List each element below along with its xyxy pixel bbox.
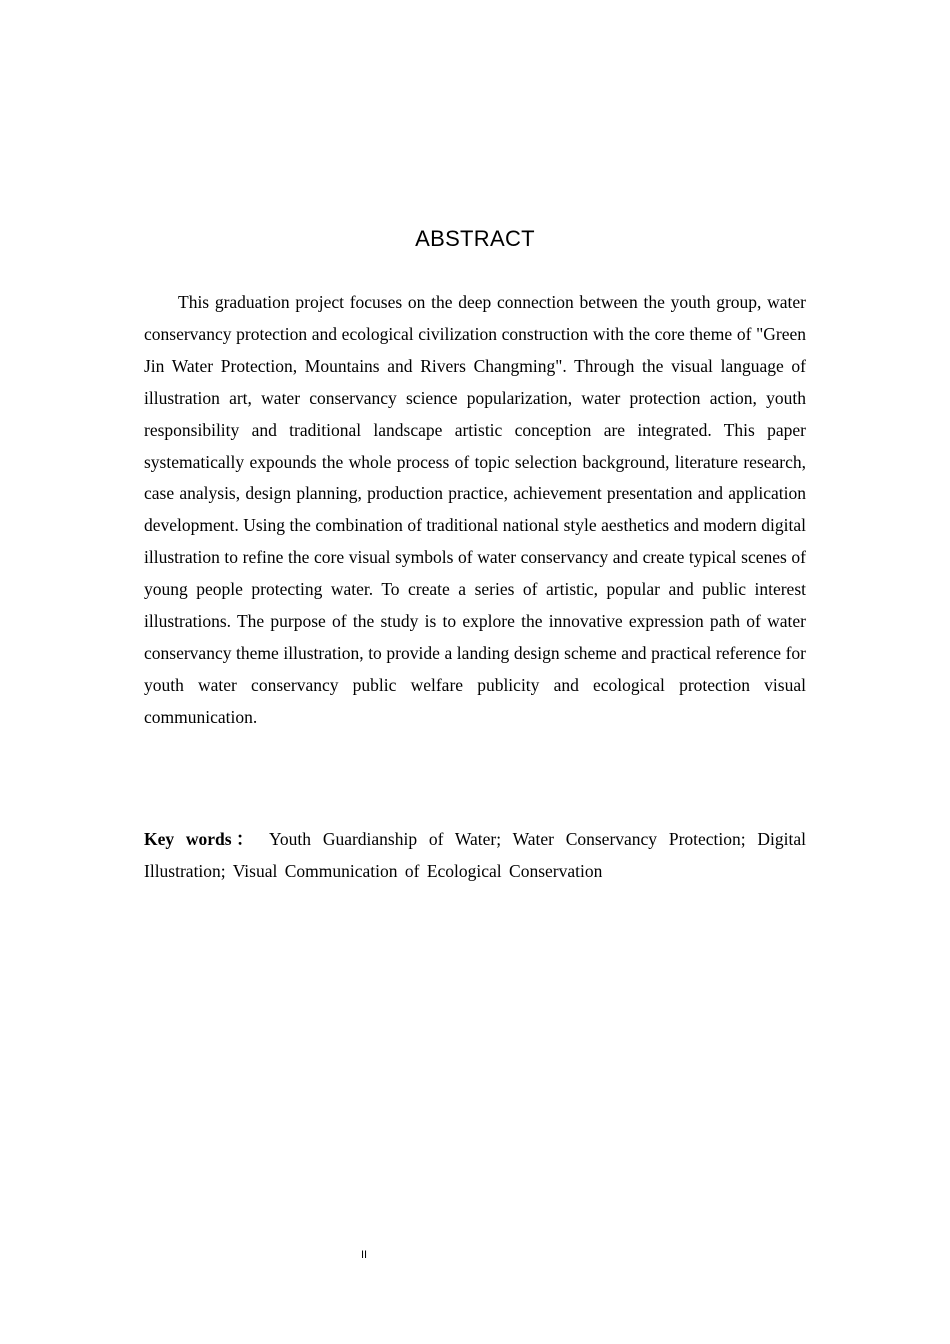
abstract-paragraph: This graduation project focuses on the deep connection between the youth group, water conservancy protection and ecological civilization construction with the core theme of "Green Jin Water Protection, Mountains and Rivers Changming". Through the visual language of illustration art, water conservancy science popularization, water protection action, youth responsibility and traditional landscape artistic conception are integrated. This paper systematically expounds the whole process of topic selection background, literature research, case analysis, design planning, production practice, achievement presentation and application development. Using the combination of traditional national style aesthetics and modern digital illustration to refine the core visual symbols of water conservancy and create typical scenes of young people protecting water. To create a series of artistic, popular and public interest illustrations. The purpose of the study is to explore the innovative expression path of water conservancy theme illustration, to provide a landing design scheme and practical reference for youth water conservancy public welfare publicity and ecological protection visual communication.: [144, 292, 806, 727]
page-number: II: [360, 1249, 368, 1261]
keywords-list: Youth Guardianship of Water; Water Conservancy Protection; Digital Illustration; Visual Communication of Ecological Conservation: [144, 829, 807, 881]
keywords-paragraph: [144, 824, 806, 887]
keywords-label: Key words：: [144, 829, 258, 849]
abstract-title: ABSTRACT: [415, 226, 535, 251]
